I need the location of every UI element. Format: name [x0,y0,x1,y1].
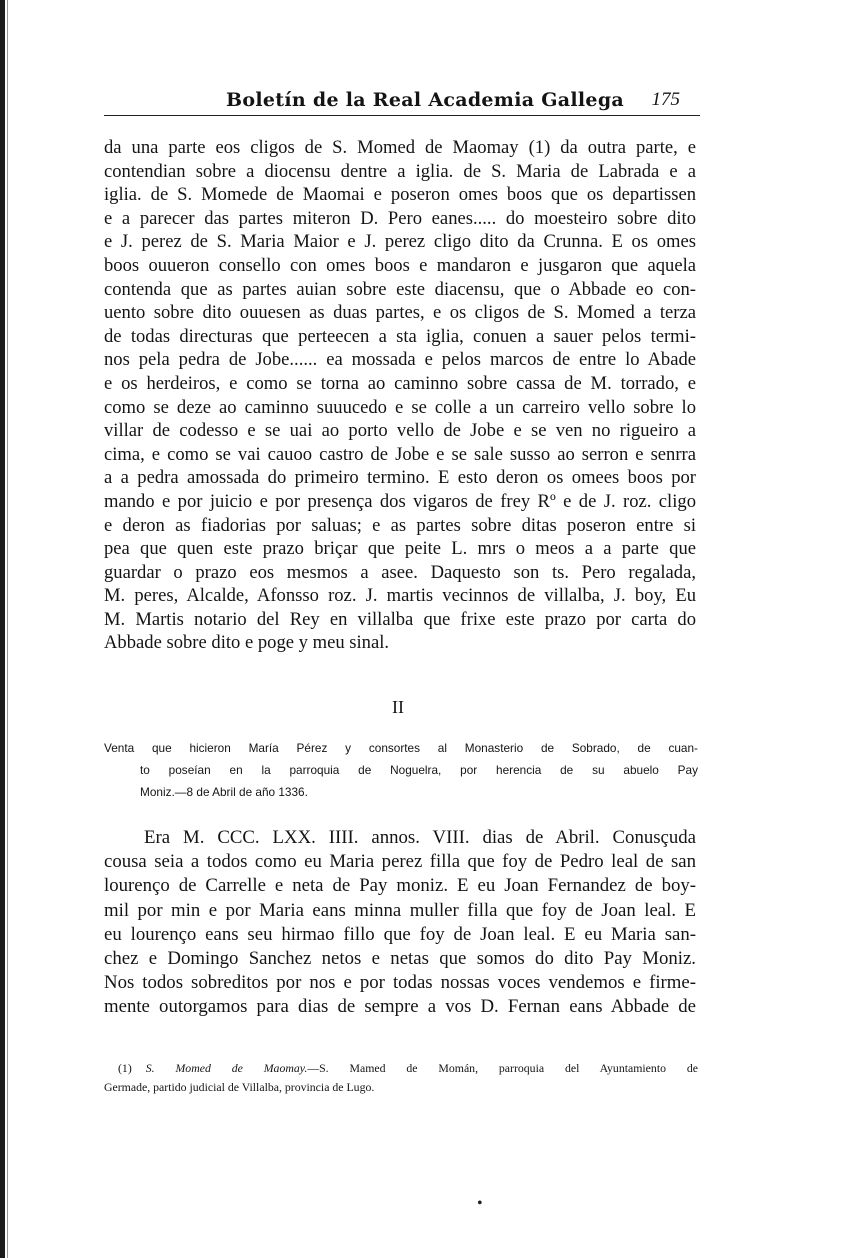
page-number: 175 [651,89,680,110]
text-line: cima, e como se vai cauoo castro de Jobe e se sale susso ao serron e senrra [104,443,696,465]
heading-line: Moniz.—8 de Abril de año 1336. [140,785,308,799]
text-line: chez e Domingo Sanchez netos e netas que somos do dito Pay Moniz. [104,947,696,969]
paragraph-sale-deed [104,826,696,1020]
text-line: a a pedra amossada do primeiro termino. E esto deron os omees boos por [104,467,696,489]
text-line: boos ouueron consello con omes boos e mandaron e jusgaron que aquela [104,254,696,276]
ornament-dot: • [477,1195,483,1212]
text-line: contenda que as partes auian sobre este diacensu, que o Abbade eo con- [104,278,696,300]
text-line: M. Martis notario del Rey en villalba que frixe este prazo por carta do [104,608,696,630]
footnote-line: Germade, partido judicial de Villalba, provincia de Lugo. [104,1080,375,1094]
text-line: M. peres, Alcalde, Afonsso roz. J. martis vecinnos de villalba, J. boy, Eu [104,585,696,607]
text-line: Era M. CCC. LXX. IIII. annos. VIII. dias de Abril. Conusçuda [144,827,696,848]
header-rule [104,115,700,116]
paragraph-charter-text [104,136,696,655]
text-line: e os herdeiros, e como se torna ao caminno sobre cassa de M. torrado, e [104,372,696,394]
text-line: guardar o prazo eos mesmos a asee. Daquesto son ts. Pero regalada, [104,561,696,583]
text-line: uento sobre dito ouuesen as duas partes, e os cligos de S. Momed a terza [104,302,696,324]
text-line: villar de codesso e se uai ao porto vello de Jobe e se ven no rigueiro a [104,420,696,442]
heading-line: to poseían en la parroquia de Noguelra, por herencia de su abuelo Pay [140,763,698,777]
text-line: nos pela pedra de Jobe...... ea mossada e pelos marcos de entre lo Abade [104,349,696,371]
text-line: como se deze ao caminno suuucedo e se colle a un carreiro vello sobre lo [104,396,696,418]
text-line: contendian sobre a diocensu dentre a iglia. de S. Maria de Labrada e a [104,160,696,182]
text-line: mil por min e por Maria eans minna muller filla que foy de Joan leal. E [104,899,696,921]
footnote-line [104,1059,698,1078]
document-heading [104,737,698,803]
text-line: e deron as fiadorias por saluas; e as partes sobre ditas poseron entre si [104,514,696,536]
text-line: iglia. de S. Momede de Maomai e poseron omes boos que os departissen [104,184,696,206]
text-line: da una parte eos cligos de S. Momed de Maomay (1) da outra parte, e [104,137,696,158]
text-line: cousa seia a todos como eu Maria perez filla que foy de Pedro leal de san [104,851,696,873]
heading-line: Venta que hicieron María Pérez y consortes al Monasterio de Sobrado, de cuan- [104,741,698,755]
text-line: e J. perez de S. Maria Maior e J. perez cligo dito da Crunna. E os omes [104,231,696,253]
text-line: Nos todos sobreditos por nos e por todas nossas voces vendemos e firme- [104,972,696,994]
text-line: mando e por juicio e por presença dos vigaros de frey Rº e de J. roz. cligo [104,490,696,512]
running-title: Boletín de la Real Academia Gallega [226,89,625,111]
section-number: II [392,697,404,717]
footnote [104,1059,698,1097]
page-header [104,83,700,117]
scan-binding-edge [0,0,5,1258]
text-line: lourenço de Carrelle e neta de Pay moniz. E eu Joan Fernandez de boy- [104,875,696,897]
footnote-marker: (1) [118,1061,132,1075]
text-line: e a parecer das partes miteron D. Pero eanes..... do moesteiro sobre dito [104,207,696,229]
scan-binding-line [7,0,8,1258]
text-line: eu lourenço eans seu hirmao fillo que foy de Joan leal. E eu Maria san- [104,923,696,945]
footnote-reference: S. Momed de Maomay. [145,1061,308,1075]
text-line: de todas directuras que perteecen a sta iglia, conuen a sauer pelos termi- [104,325,696,347]
text-line: mente outorgamos para dias de sempre a vos D. Fernan eans Abbade de [104,996,696,1018]
footnote-text: —S. Mamed de Momán, parroquia del Ayuntamiento de [307,1061,698,1075]
text-line: pea que quen este prazo briçar que peite L. mrs o meos a a parte que [104,538,696,560]
text-line: Abbade sobre dito e poge y meu sinal. [104,632,390,654]
